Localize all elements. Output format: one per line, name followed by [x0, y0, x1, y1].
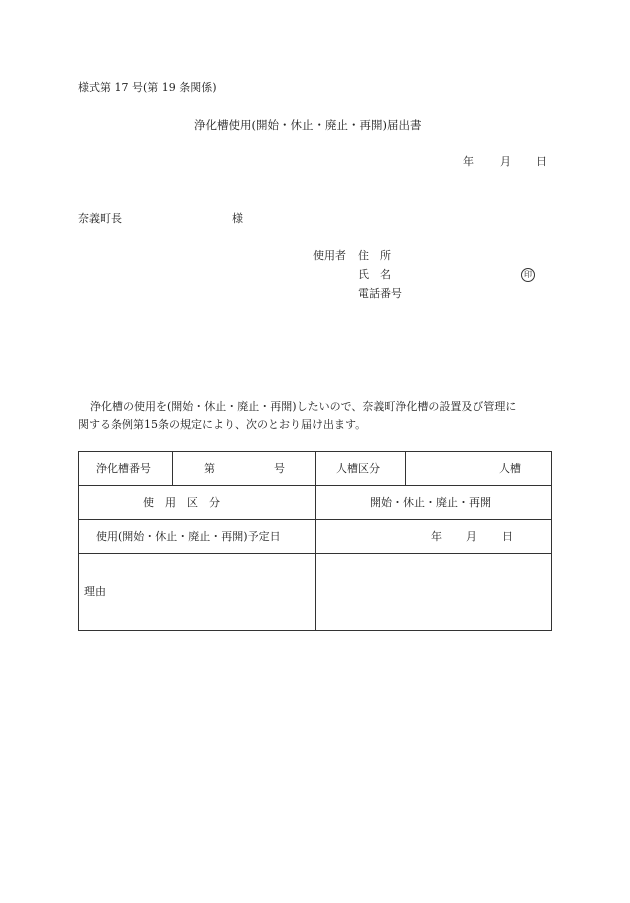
- form-number: 様式第 17 号(第 19 条関係): [78, 81, 217, 94]
- body-text-line-2: 関する条例第15条の規定により、次のとおり届け出ます。: [78, 418, 367, 431]
- scheduled-date-label: 使用(開始・休止・廃止・再開)予定日: [96, 530, 281, 543]
- scheduled-date-day: 日: [502, 530, 513, 543]
- tank-number-label: 浄化槽番号: [96, 462, 151, 475]
- table-col-divider: [405, 452, 406, 485]
- applicant-label: 使用者: [313, 249, 346, 262]
- date-month-label: 月: [500, 155, 511, 168]
- addressee-name: 奈義町長: [78, 212, 122, 225]
- capacity-unit: 人槽: [499, 462, 521, 475]
- scheduled-date-month: 月: [466, 530, 477, 543]
- usage-category-label: 使 用 区 分: [143, 496, 220, 509]
- tank-number-prefix: 第: [204, 462, 215, 475]
- body-text-line-1: 浄化槽の使用を(開始・休止・廃止・再開)したいので、奈義町浄化槽の設置及び管理に: [90, 400, 517, 413]
- table-col-divider: [172, 452, 173, 485]
- address-label: 住 所: [358, 249, 391, 262]
- date-day-label: 日: [536, 155, 547, 168]
- seal-mark: 印: [521, 268, 535, 282]
- table-col-divider: [315, 452, 316, 630]
- phone-label: 電話番号: [358, 287, 402, 300]
- notification-table: [78, 451, 552, 631]
- date-year-label: 年: [463, 155, 474, 168]
- form-title: 浄化槽使用(開始・休止・廃止・再開)届出書: [194, 118, 422, 132]
- capacity-label: 人槽区分: [336, 462, 380, 475]
- addressee-honorific: 様: [232, 212, 243, 225]
- scheduled-date-year: 年: [431, 530, 442, 543]
- usage-category-options: 開始・休止・廃止・再開: [370, 496, 491, 509]
- tank-number-suffix: 号: [274, 462, 285, 475]
- name-label: 氏 名: [358, 268, 391, 281]
- reason-label: 理由: [84, 585, 106, 598]
